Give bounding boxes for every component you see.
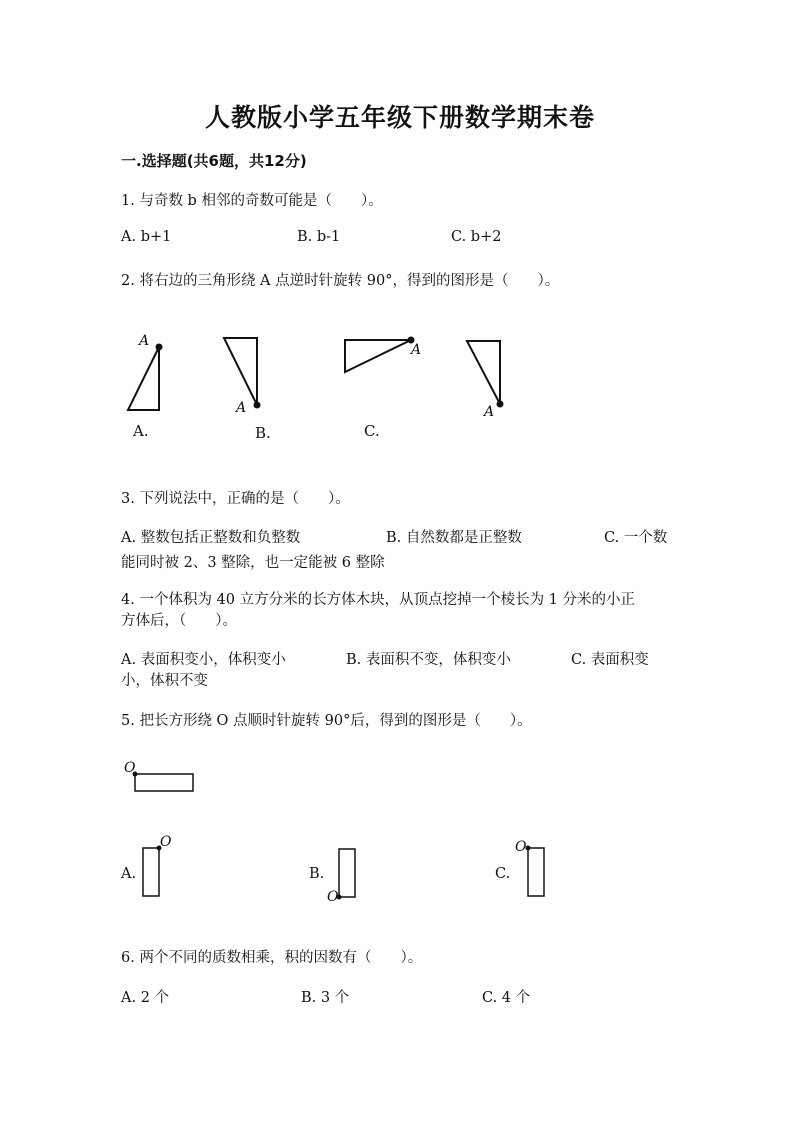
option-c-label[interactable]: C. [364, 422, 380, 440]
question-4-stem-line-1: 4. 一个体积为 40 立方分米的长方体木块，从顶点挖掉一个棱长为 1 分米的小正 [121, 592, 636, 608]
question-5-stem: 5. 把长方形绕 O 点顺时针旋转 90°后，得到的图形是（ ）。 [121, 713, 532, 729]
question-3-option-c[interactable]: C. 一个数 [604, 530, 668, 546]
question-3-stem: 3. 下列说法中，正确的是（ ）。 [121, 491, 350, 507]
option-a-point-label: A [139, 333, 150, 349]
question-2-stem: 2. 将右边的三角形绕 A 点逆时针旋转 90°，得到的图形是（ ）。 [121, 273, 560, 289]
option-a-label[interactable]: A. [133, 422, 149, 440]
question-6-option-c[interactable]: C. 4 个 [482, 990, 531, 1006]
option-b-point-label: A [236, 400, 247, 416]
page-title: 人教版小学五年级下册数学期末卷 [204, 103, 595, 132]
question-4-option-a[interactable]: A. 表面积变小，体积变小 [121, 652, 286, 668]
option-b-point-label: O [327, 889, 339, 905]
question-6-stem: 6. 两个不同的质数相乘，积的因数有（ ）。 [121, 950, 423, 966]
question-3-option-b[interactable]: B. 自然数都是正整数 [386, 530, 522, 546]
question-3-option-a[interactable]: A. 整数包括正整数和负整数 [121, 530, 301, 546]
question-4-option-c-continued: 小，体积不变 [121, 673, 208, 689]
question-3-option-c-continued: 能同时被 2、3 整除，也一定能被 6 整除 [121, 555, 385, 571]
question-1-option-a[interactable]: A. b+1 [121, 229, 172, 245]
question-5-option-a[interactable]: A. [121, 866, 137, 882]
section-heading: 一.选择题(共6题，共12分) [121, 152, 307, 170]
option-c-rectangle[interactable] [528, 848, 544, 896]
option-b-label[interactable]: B. [255, 424, 271, 442]
question-4-stem-line-2: 方体后，（ ）。 [121, 613, 237, 629]
option-c-point-label: A [411, 342, 422, 358]
question-4-option-b[interactable]: B. 表面积不变，体积变小 [346, 652, 511, 668]
question-5-option-b[interactable]: B. [309, 866, 325, 882]
question-5-option-c[interactable]: C. [495, 866, 511, 882]
point-o-label: O [124, 760, 136, 776]
question-4-option-c[interactable]: C. 表面积变 [571, 652, 649, 668]
option-a-rectangle[interactable] [143, 848, 159, 896]
option-c-point-label: O [515, 839, 527, 855]
original-rectangle [135, 774, 193, 791]
option-a-point-label: O [160, 834, 172, 850]
point-a-label: A [484, 404, 495, 420]
question-1-option-b[interactable]: B. b-1 [297, 229, 341, 245]
question-6-option-b[interactable]: B. 3 个 [301, 990, 350, 1006]
question-6-option-a[interactable]: A. 2 个 [121, 990, 170, 1006]
question-1-stem: 1. 与奇数 b 相邻的奇数可能是（ ）。 [121, 193, 383, 209]
question-1-option-c[interactable]: C. b+2 [451, 229, 502, 245]
option-b-rectangle[interactable] [339, 849, 355, 897]
